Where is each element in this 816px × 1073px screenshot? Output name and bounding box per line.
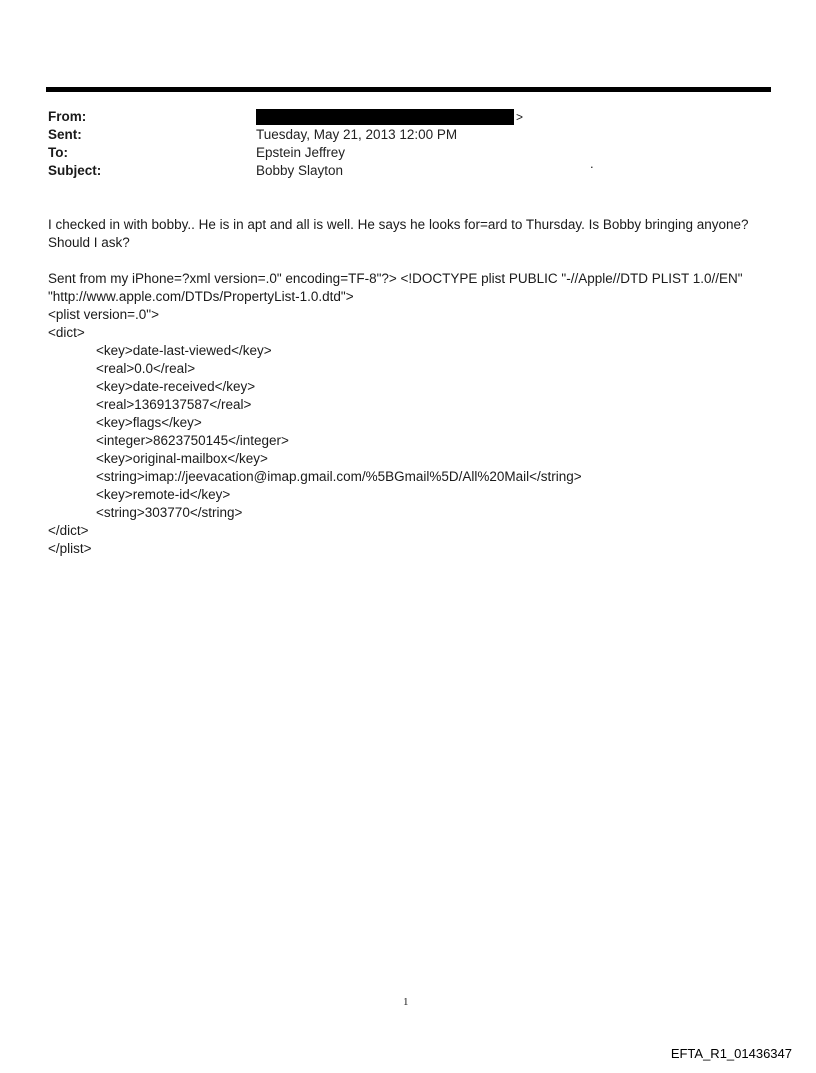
email-body xyxy=(48,216,778,558)
xml-line: Sent from my iPhone=?xml version=.0" encoding=TF-8"?> <!DOCTYPE plist PUBLIC "-//Apple//DTD PLIST 1.0//EN" xyxy=(48,271,743,286)
xml-line: <plist version=.0"> xyxy=(48,307,159,322)
to-label: To: xyxy=(48,145,68,160)
page-number: 1 xyxy=(403,996,409,1008)
xml-line: <key>date-last-viewed</key> xyxy=(96,343,272,358)
xml-line: "http://www.apple.com/DTDs/PropertyList-1.0.dtd"> xyxy=(48,289,354,304)
redaction-block xyxy=(256,109,514,125)
subject-value: Bobby Slayton xyxy=(256,163,344,178)
xml-line: <real>0.0</real> xyxy=(96,361,196,376)
body-line: I checked in with bobby.. He is in apt and all is well. He says he looks for=ard to Thursday. Is Bobby bringing anyone? xyxy=(48,217,749,232)
xml-line: <key>original-mailbox</key> xyxy=(96,451,268,466)
xml-line: <real>1369137587</real> xyxy=(96,397,252,412)
header-rule xyxy=(46,87,771,92)
sent-row xyxy=(48,126,748,144)
xml-line: <key>remote-id</key> xyxy=(96,487,231,502)
document-id: EFTA_R1_01436347 xyxy=(670,1046,792,1061)
from-label: From: xyxy=(48,109,87,124)
from-suffix: > xyxy=(516,110,524,124)
xml-line: <dict> xyxy=(48,325,85,340)
xml-line: <key>flags</key> xyxy=(96,415,202,430)
xml-line: </plist> xyxy=(48,541,92,556)
xml-line: <string>imap://jeevacation@imap.gmail.com/%5BGmail%5D/All%20Mail</string> xyxy=(96,469,582,484)
subject-row xyxy=(48,162,748,180)
subject-label: Subject: xyxy=(48,163,102,178)
to-row xyxy=(48,144,748,162)
sent-label: Sent: xyxy=(48,127,82,142)
from-row xyxy=(48,108,748,126)
sent-value: Tuesday, May 21, 2013 12:00 PM xyxy=(256,127,458,142)
xml-line: <integer>8623750145</integer> xyxy=(96,433,289,448)
xml-line: </dict> xyxy=(48,523,89,538)
body-line: Should I ask? xyxy=(48,235,130,250)
stray-mark: . xyxy=(590,156,594,171)
xml-line: <string>303770</string> xyxy=(96,505,243,520)
xml-line: <key>date-received</key> xyxy=(96,379,256,394)
to-value: Epstein Jeffrey xyxy=(256,145,346,160)
